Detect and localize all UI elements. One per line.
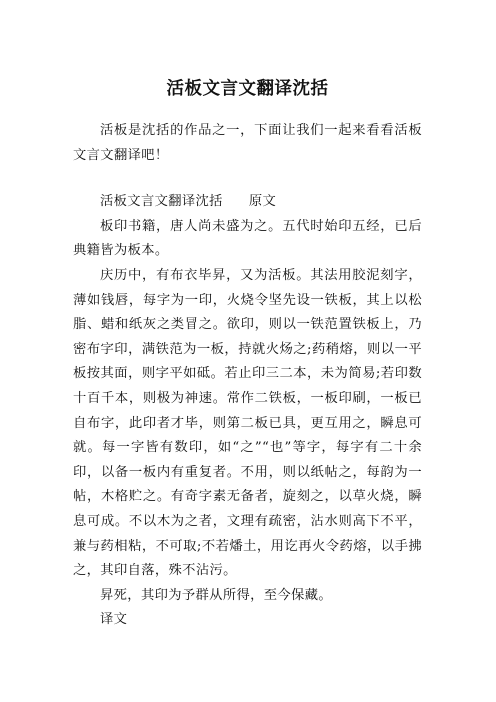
blank-line (73, 168, 422, 190)
section-heading-title: 活板文言文翻译沈括 (100, 194, 223, 210)
translation-label: 译文 (100, 612, 128, 628)
document-title: 活板文言文翻译沈括 (166, 79, 329, 99)
intro-paragraph: 活板是沈括的作品之一，下面让我们一起来看看活板文言文翻译吧！ (73, 123, 422, 163)
paragraph-3: 昇死，其印为予群从所得，至今保藏。 (100, 587, 332, 603)
paragraph-2: 庆历中，有布衣毕昇，又为活板。其法用胶泥刻字，薄如钱唇，每字为一印，火烧令坚先设一铁板，其上以松脂、蜡和纸灰之类冒之。欲印，则以一铁范置铁板上，乃密布字印，满铁范为一板，持就火炀之;药稍熔，则以一平板按其面，则字平如砥。若止印三二本，未为简易;若印数十百千本，则极为神速。常作二铁板，一板印刷，一板已自布字，此印者才毕，则第二板已具，更互用之，瞬息可就。每一字皆有数印，如“之”“也”等字，每字有二十余印，以备一板内有重复者。不用，则以纸帖之，每韵为一帖，木格贮之。有奇字素无备者，旋刻之，以草火烧，瞬息可成。不以木为之者，文理有疏密，沾水则高下不平，兼与药相粘，不可取;不若燔土，用讫再火令药熔，以手拂之，其印自落，殊不沾污。 (73, 267, 422, 579)
paragraph-1: 板印书籍，唐人尚未盛为之。五代时始印五经，已后典籍皆为板本。 (73, 218, 422, 259)
section-heading-tag: 原文 (248, 194, 277, 210)
section-heading (73, 190, 422, 215)
